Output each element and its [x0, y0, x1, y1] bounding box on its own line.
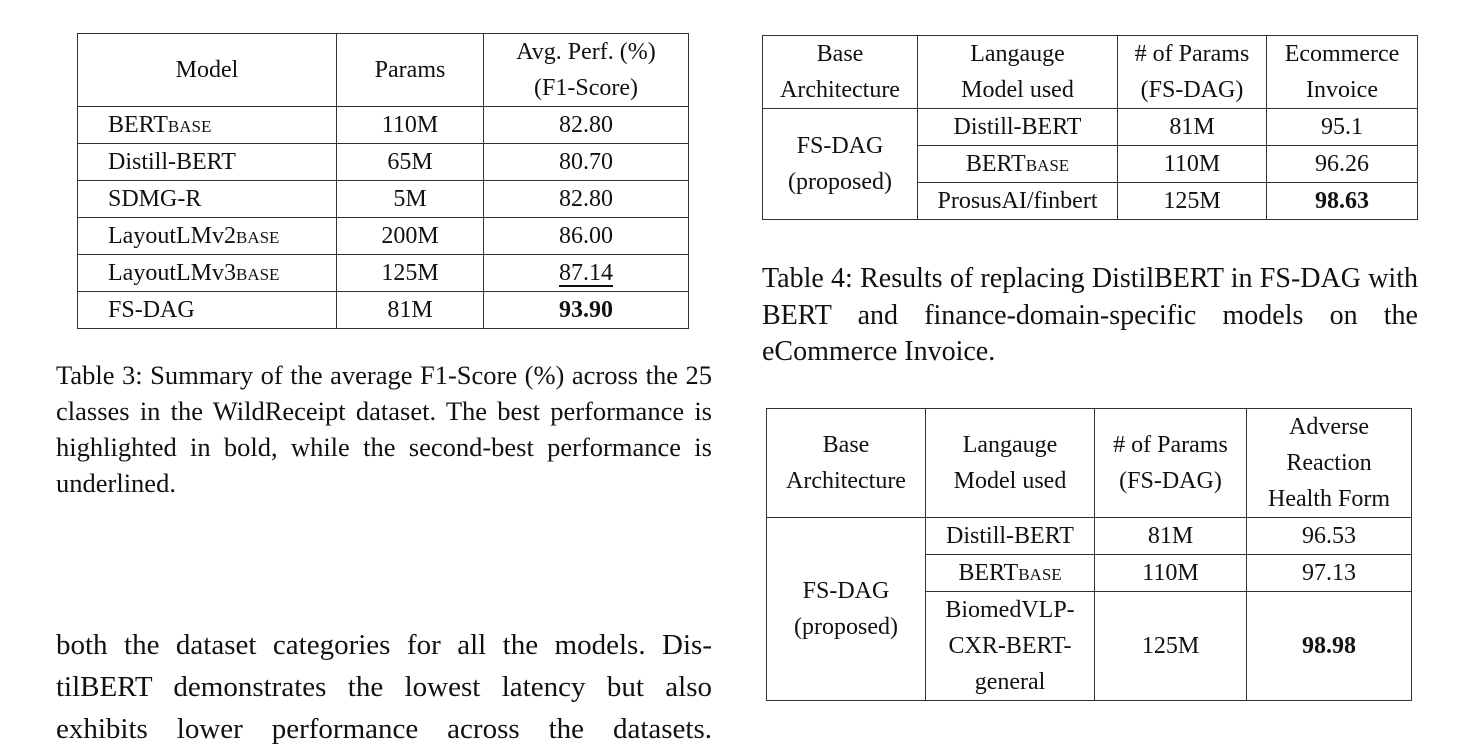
table-row — [78, 181, 689, 218]
perf-cell: 80.70 — [484, 144, 689, 181]
best-value: 98.63 — [1267, 183, 1418, 220]
best-value: 93.90 — [484, 292, 689, 329]
table-3-caption: Table 3: Summary of the average F1-Score (%) across the 25 classes in the WildReceipt dataset. The best performance is highlighted in bold, while the second-best performance is underlined. — [56, 360, 712, 498]
language-model-cell: BiomedVLP- CXR-BERT- general — [926, 592, 1095, 701]
model-cell: LayoutLMv3BASE — [78, 255, 337, 292]
score-cell: 96.53 — [1247, 518, 1412, 555]
model-cell: FS-DAG — [78, 292, 337, 329]
table-row — [78, 218, 689, 255]
base-architecture-cell: FS-DAG (proposed) — [767, 518, 926, 701]
params-cell: 81M — [1118, 109, 1267, 146]
score-cell: 97.13 — [1247, 555, 1412, 592]
perf-cell: 82.80 — [484, 181, 689, 218]
perf-cell: 86.00 — [484, 218, 689, 255]
params-cell: 81M — [1095, 518, 1247, 555]
header-params: # of Params (FS-DAG) — [1095, 409, 1247, 518]
table-row — [78, 292, 689, 329]
header-params: Params — [337, 34, 484, 107]
table-row — [78, 144, 689, 181]
table-row — [763, 109, 1418, 146]
table-row — [78, 255, 689, 292]
model-cell: SDMG-R — [78, 181, 337, 218]
model-cell: LayoutLMv2BASE — [78, 218, 337, 255]
params-cell: 110M — [1095, 555, 1247, 592]
header-language-model: Langauge Model used — [926, 409, 1095, 518]
base-architecture-cell: FS-DAG (proposed) — [763, 109, 918, 220]
params-cell: 81M — [337, 292, 484, 329]
language-model-cell: BERTBASE — [926, 555, 1095, 592]
params-cell: 125M — [1095, 592, 1247, 701]
score-cell: 95.1 — [1267, 109, 1418, 146]
header-model: Model — [78, 34, 337, 107]
model-cell: BERTBASE — [78, 107, 337, 144]
best-value: 98.98 — [1247, 592, 1412, 701]
params-cell: 110M — [1118, 146, 1267, 183]
params-cell: 110M — [337, 107, 484, 144]
body-line: both the dataset categories for all the models. Dis- — [56, 629, 712, 661]
language-model-cell: BERTBASE — [918, 146, 1118, 183]
body-line: exhibits lower performance across the datasets. — [56, 713, 712, 745]
params-cell: 5M — [337, 181, 484, 218]
body-line: tilBERT demonstrates the lowest latency but also — [56, 671, 712, 703]
language-model-cell: ProsusAI/finbert — [918, 183, 1118, 220]
header-avg-perf: Avg. Perf. (%) (F1-Score) — [484, 34, 689, 107]
header-params: # of Params (FS-DAG) — [1118, 36, 1267, 109]
second-best-value: 87.14 — [559, 260, 613, 286]
header-base-architecture: Base Architecture — [767, 409, 926, 518]
table-4 — [762, 35, 1418, 220]
table-5 — [766, 408, 1412, 701]
params-cell: 125M — [337, 255, 484, 292]
header-language-model: Langauge Model used — [918, 36, 1118, 109]
table-row — [767, 518, 1412, 555]
perf-cell — [484, 255, 689, 292]
perf-cell: 82.80 — [484, 107, 689, 144]
header-ecommerce-invoice: Ecommerce Invoice — [1267, 36, 1418, 109]
table-3 — [77, 33, 689, 329]
language-model-cell: Distill-BERT — [918, 109, 1118, 146]
language-model-cell: Distill-BERT — [926, 518, 1095, 555]
params-cell: 65M — [337, 144, 484, 181]
params-cell: 125M — [1118, 183, 1267, 220]
table-row — [78, 107, 689, 144]
header-adverse-reaction: Adverse Reaction Health Form — [1247, 409, 1412, 518]
params-cell: 200M — [337, 218, 484, 255]
header-base-architecture: Base Architecture — [763, 36, 918, 109]
table-4-caption: Table 4: Results of replacing DistilBERT in FS-DAG with BERT and finance-domain-specific models on the eCommerce Invoice. — [762, 263, 1418, 367]
score-cell: 96.26 — [1267, 146, 1418, 183]
model-cell: Distill-BERT — [78, 144, 337, 181]
